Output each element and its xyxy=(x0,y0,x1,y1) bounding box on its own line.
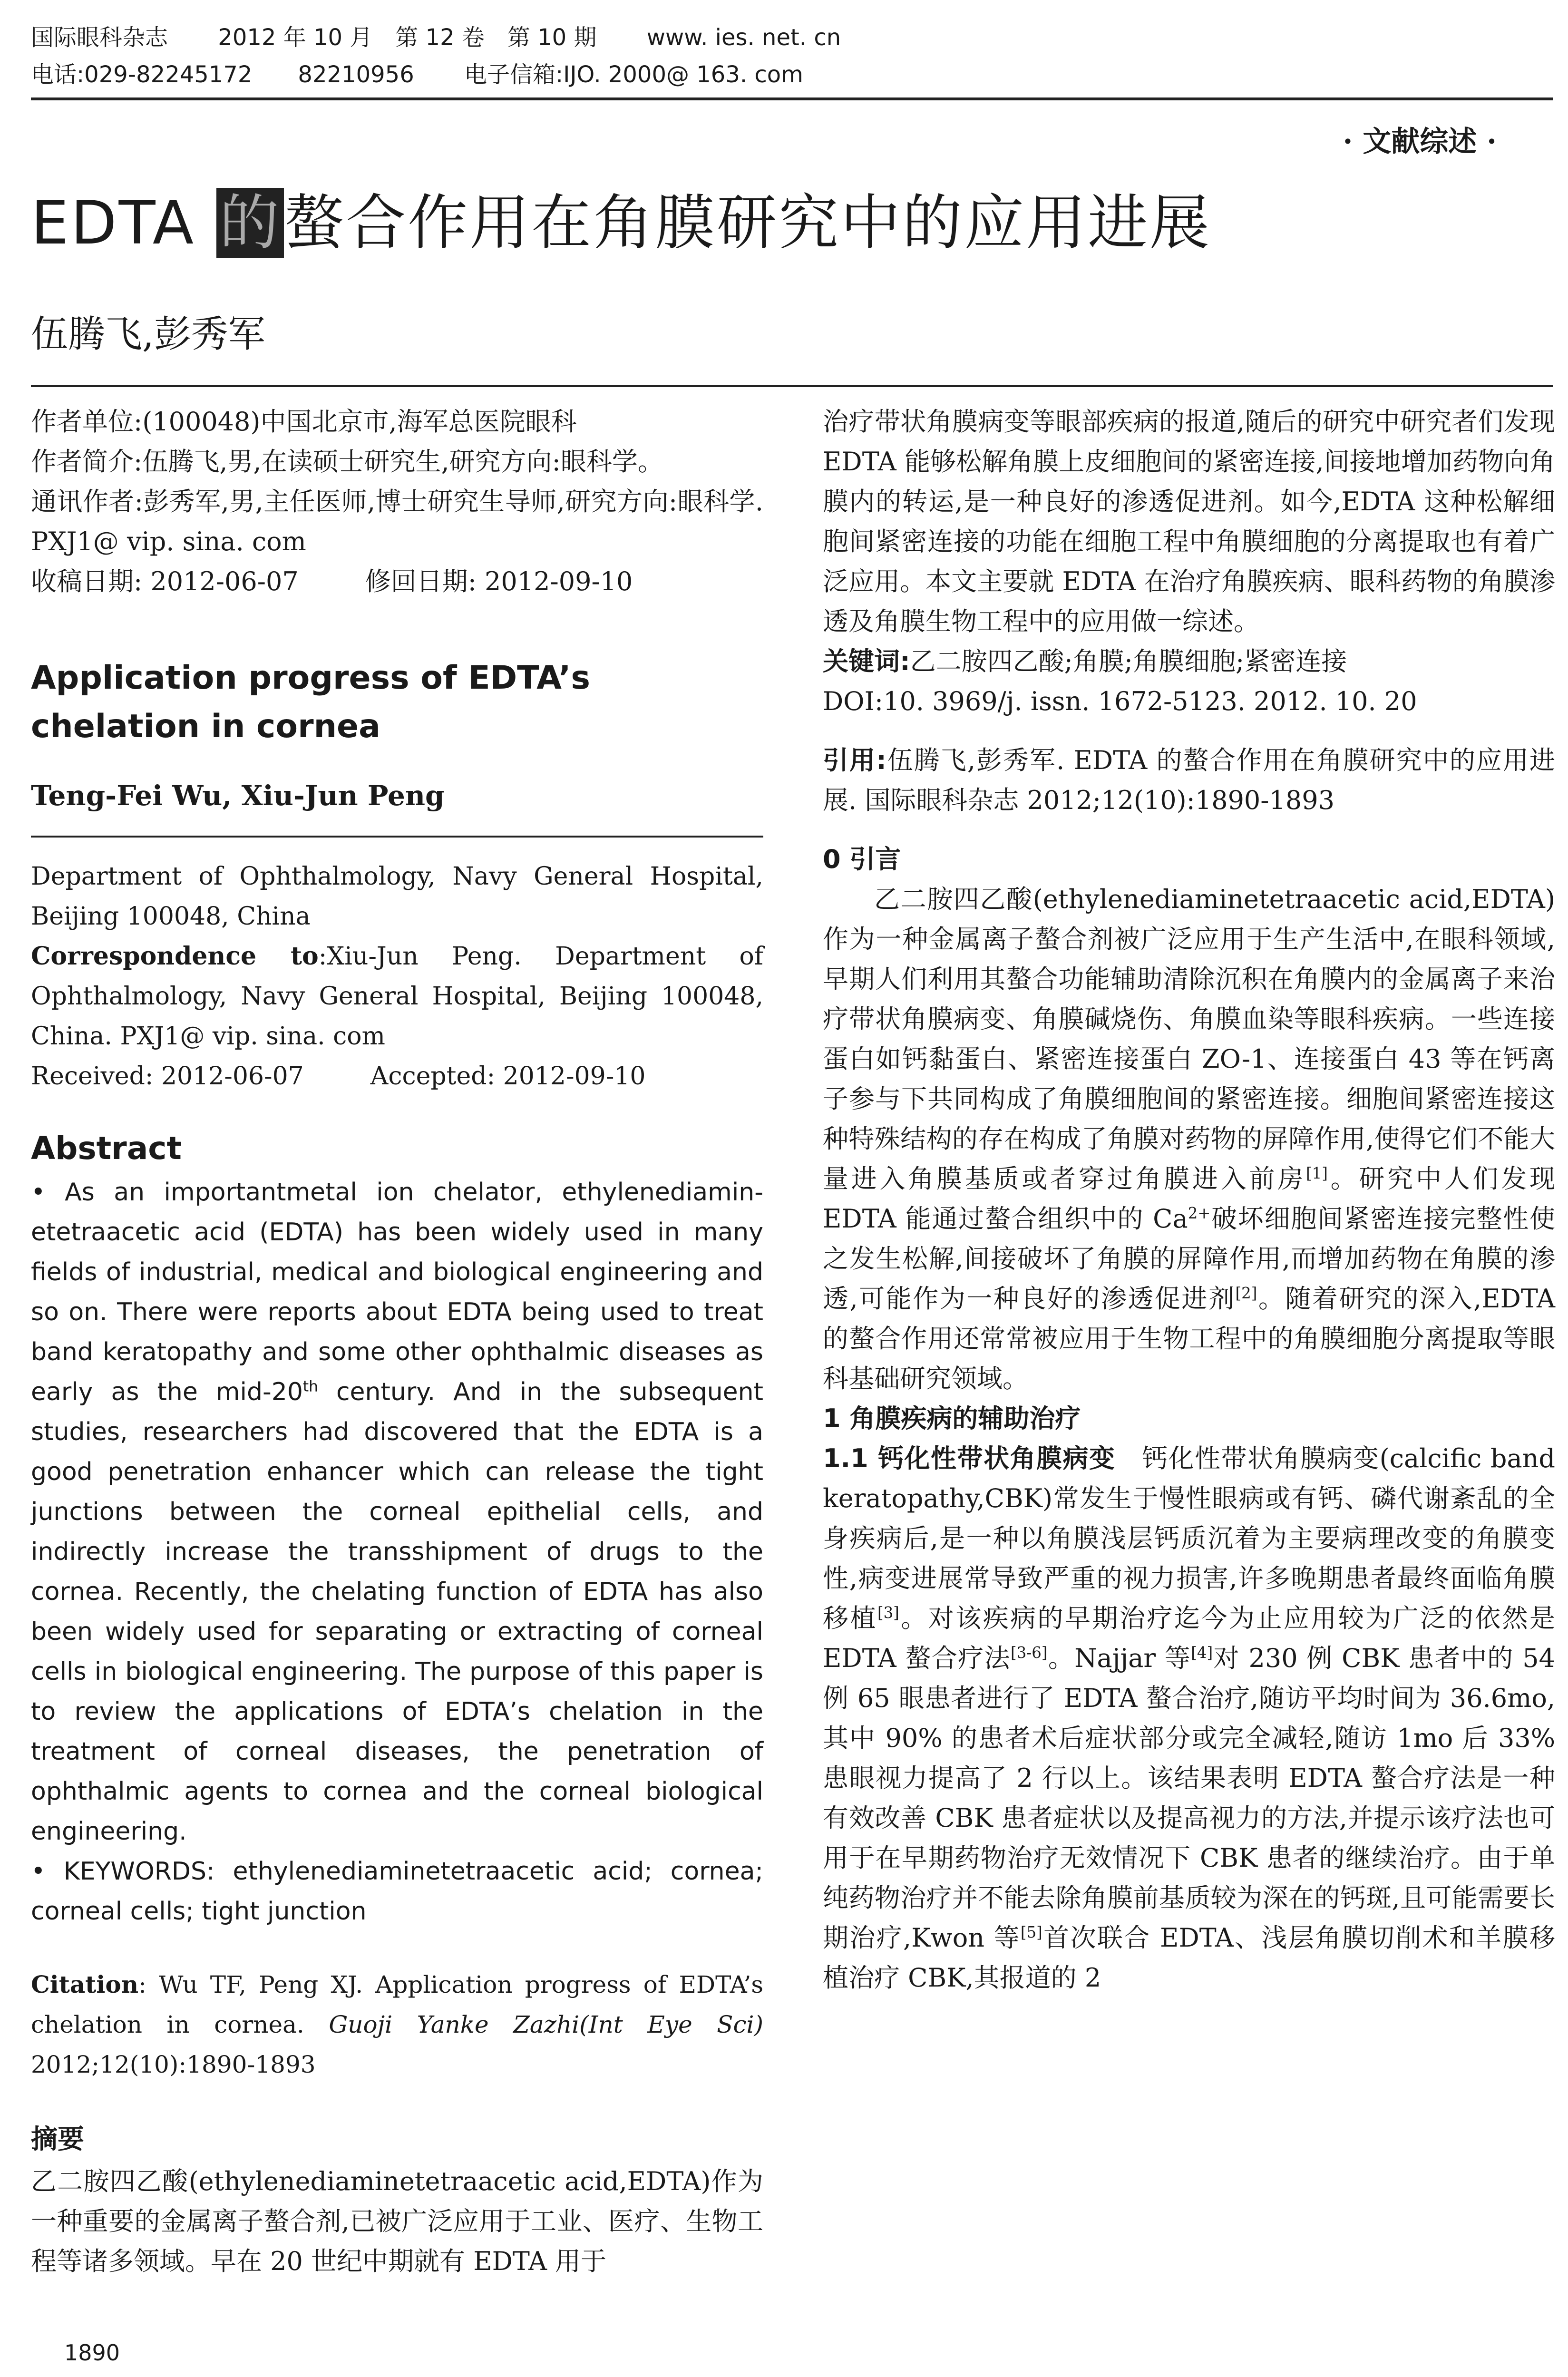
article-title xyxy=(31,190,1211,256)
keywords-label: 关键词: xyxy=(823,646,910,676)
revised-date: 修回日期: 2012-09-10 xyxy=(365,566,633,596)
dates-en xyxy=(31,1056,763,1096)
zhaiyao-text: 乙二胺四乙酸(ethylenediaminetetraacetic acid,EDTA)作为一种重要的金属离子螯合剂,已被广泛应用于工业、医疗、生物工程等诸多领域。早在 20 世纪中期就有 EDTA 用于 xyxy=(31,2166,763,2276)
citation-journal: Guoji Yanke Zazhi(Int Eye Sci) xyxy=(329,2011,763,2038)
intro-text-2: 。研究中人们发现 EDTA 能通过螯合组织中的 Ca xyxy=(823,1164,1556,1234)
citation-tail: 2012;12(10):1890-1893 xyxy=(31,2051,316,2078)
citation-cn-label: 引用: xyxy=(823,745,886,775)
page-number: 1890 xyxy=(64,2340,120,2366)
title-prefix: EDTA xyxy=(31,188,217,258)
intro-heading: 0 引言 xyxy=(823,844,901,874)
citation-cn-text: 伍腾飞,彭秀军. EDTA 的螯合作用在角膜研究中的应用进展. 国际眼科杂志 2012;12(10):1890-1893 xyxy=(823,745,1555,815)
correspondence-text: :Xiu-Jun Peng. Department of Ophthalmology, Navy General Hospital, Beijing 100048, China. PXJ1@ vip. sina. com xyxy=(31,942,764,1051)
zhaiyao-continued: 治疗带状角膜病变等眼部疾病的报道,随后的研究中研究者们发现 EDTA 能够松解角膜上皮细胞间的紧密连接,间接地增加药物向角膜内的转运,是一种良好的渗透促进剂。如今,EDTA 这种松解细胞间紧密连接的功能在细胞工程中角膜细胞的分离提取也有着广泛应用。本文主要就 EDTA 在治疗角膜疾病、眼科药物的角膜渗透及角膜生物工程中的应用做一综述。 xyxy=(823,407,1555,636)
ref-3-6[interactable]: [3-6] xyxy=(1011,1644,1048,1662)
sec11-text-4: 对 230 例 CBK 患者中的 54 例 65 眼患者进行了 EDTA 螯合治疗,随访平均时间为 36.6mo,其中 90% 的患者术后症状部分或完全减轻,随访 1mo 后 33% 患眼视力提高了 2 行以上。该结果表明 EDTA 螯合疗法是一种有效改善 CBK 患者症状以及提高视力的方法,并提示该疗法也可用于在早期药物治疗无效情况下 CBK 患者的继续治疗。由于单纯药物治疗并不能去除角膜前基质较为深在的钙斑,且可能需要长期治疗,Kwon 等 xyxy=(823,1643,1556,1953)
title-rule xyxy=(31,385,1553,387)
intro-text-1: 乙二胺四乙酸(ethylenediaminetetraacetic acid,EDTA)作为一种金属离子螯合剂被广泛应用于生产生活中,在眼科领域,早期人们利用其螯合功能辅助清除沉积在角膜内的金属离子来治疗带状角膜病变、角膜碱烧伤、角膜血染等眼科疾病。一些连接蛋白如钙黏蛋白、紧密连接蛋白 ZO-1、连接蛋白 43 等在钙离子参与下共同构成了角膜细胞间的紧密连接。细胞间紧密连接这种特殊结构的存在构成了角膜对药物的屏障作用,使得它们不能大量进入角膜基质或者穿过角膜进入前房 xyxy=(823,884,1555,1194)
citation-en xyxy=(31,1965,763,2085)
sec11-text-3: 。Najjar 等 xyxy=(1047,1643,1191,1673)
title-highlight: 的 xyxy=(216,188,284,258)
correspondence-en xyxy=(31,936,763,1056)
right-column xyxy=(823,402,1555,1998)
journal-website[interactable]: www. ies. net. cn xyxy=(646,24,841,51)
english-rule xyxy=(31,836,763,838)
email-info[interactable]: 电子信箱:IJO. 2000@ 163. com xyxy=(464,61,803,88)
zhaiyao-heading: 摘要 xyxy=(31,2124,84,2155)
intro-paragraph xyxy=(823,879,1555,1399)
sec11-text-5: 首次联合 EDTA、浅层角膜切削术和羊膜移植治疗 CBK,其报道的 2 xyxy=(823,1923,1555,1993)
keywords-cn xyxy=(823,642,1555,682)
title-rest: 螯合作用在角膜研究中的应用进展 xyxy=(284,188,1212,258)
section-1-1-paragraph xyxy=(823,1439,1555,1998)
header-rule xyxy=(31,97,1553,100)
ref-3[interactable]: [3] xyxy=(877,1604,899,1622)
corresponding-author: 通讯作者:彭秀军,男,主任医师,博士研究生导师,研究方向:眼科学. PXJ1@ vip. sina. com xyxy=(31,487,763,556)
english-title: Application progress of EDTA’s chelation in cornea xyxy=(31,659,590,745)
section-label: · 文献综述 · xyxy=(1343,125,1497,158)
correspondence-label: Correspondence to xyxy=(31,942,319,971)
ref-4[interactable]: [4] xyxy=(1191,1644,1213,1662)
running-header xyxy=(31,19,1553,93)
section-1-heading: 1 角膜疾病的辅助治疗 xyxy=(823,1403,1081,1433)
intro-text-4: 。随着研究的深入,EDTA 的螯合作用还常常被应用于生物工程中的角膜细胞分离提取等眼科基础研究领域。 xyxy=(823,1284,1555,1393)
ref-2[interactable]: [2] xyxy=(1235,1284,1257,1302)
abstract-sup: th xyxy=(302,1378,318,1395)
abstract-text xyxy=(31,1172,763,1851)
ref-5[interactable]: [5] xyxy=(1020,1923,1042,1941)
authors-cn: 伍腾飞,彭秀军 xyxy=(31,313,265,356)
intro-text-3: 破坏细胞间紧密连接完整性使之发生松解,间接破坏了角膜的屏障作用,而增加药物在角膜的渗透,可能作为一种良好的渗透促进剂 xyxy=(823,1204,1555,1314)
citation-text: : Wu TF, Peng XJ. Application progress of EDTA’s chelation in cornea. xyxy=(31,1971,763,2038)
received-date: 收稿日期: 2012-06-07 xyxy=(31,566,299,596)
left-column xyxy=(31,402,763,2281)
ref-1[interactable]: [1] xyxy=(1306,1164,1328,1182)
calcium-superscript: 2+ xyxy=(1188,1204,1211,1222)
accepted-en: Accepted: 2012-09-10 xyxy=(370,1062,646,1091)
journal-name: 国际眼科杂志 xyxy=(31,24,168,51)
affiliation: 作者单位:(100048)中国北京市,海军总医院眼科 xyxy=(31,407,577,437)
abstract-part2: century. And in the subsequent studies, researchers had discovered that the EDTA is a good penetration enhancer which can release the tight junctions between the corneal epithelial cells, and indirectly increase the transshipment of drugs to the cornea. Recently, the chelating function of EDTA has also been widely used for separating or extracting of corneal cells in biological engineering. The purpose of this paper is to review the applications of EDTA’s chelation in the treatment of corneal diseases, the penetration of ophthalmic agents to cornea and the corneal biological engineering. xyxy=(31,1378,763,1846)
sec11-text-2: 。对该疾病的早期治疗迄今为止应用较为广泛的依然是 EDTA 螯合疗法 xyxy=(823,1603,1556,1673)
section-1-1-heading: 1.1 钙化性带状角膜病变 xyxy=(823,1443,1116,1473)
received-en: Received: 2012-06-07 xyxy=(31,1062,304,1091)
keywords-en: • KEYWORDS: ethylenediaminetetraacetic acid; cornea; corneal cells; tight junction xyxy=(31,1857,763,1926)
sec11-text-1: 钙化性带状角膜病变(calcific band keratopathy,CBK)常发生于慢性眼病或有钙、磷代谢紊乱的全身疾病后,是一种以角膜浅层钙质沉着为主要病理改变的角膜变性,病变进展常导致严重的视力损害,许多晚期患者最终面临角膜移植 xyxy=(823,1443,1555,1633)
doi[interactable]: DOI:10. 3969/j. issn. 1672-5123. 2012. 10. 20 xyxy=(823,686,1417,716)
keywords-text: 乙二胺四乙酸;角膜;角膜细胞;紧密连接 xyxy=(910,646,1347,676)
department-en: Department of Ophthalmology, Navy General Hospital, Beijing 100048, China xyxy=(31,862,763,931)
issue-info: 2012 年 10 月 第 12 卷 第 10 期 xyxy=(218,24,597,51)
abstract-heading: Abstract xyxy=(31,1130,182,1167)
citation-cn xyxy=(823,740,1555,820)
phone-info: 电话:029-82245172 82210956 xyxy=(31,61,414,88)
english-authors: Teng-Fei Wu, Xiu-Jun Peng xyxy=(31,779,445,812)
citation-label: Citation xyxy=(31,1970,139,1998)
dates-cn xyxy=(31,562,763,602)
abstract-part1: • As an importantmetal ion chelator, ethylenediamin-etetraacetic acid (EDTA) has been widely used in many fields of industrial, medical and biological engineering and so on. There were reports about EDTA being used to treat band keratopathy and some other ophthalmic diseases as early as the mid-20 xyxy=(31,1178,763,1406)
author-bio: 作者简介:伍腾飞,男,在读硕士研究生,研究方向:眼科学。 xyxy=(31,447,663,477)
